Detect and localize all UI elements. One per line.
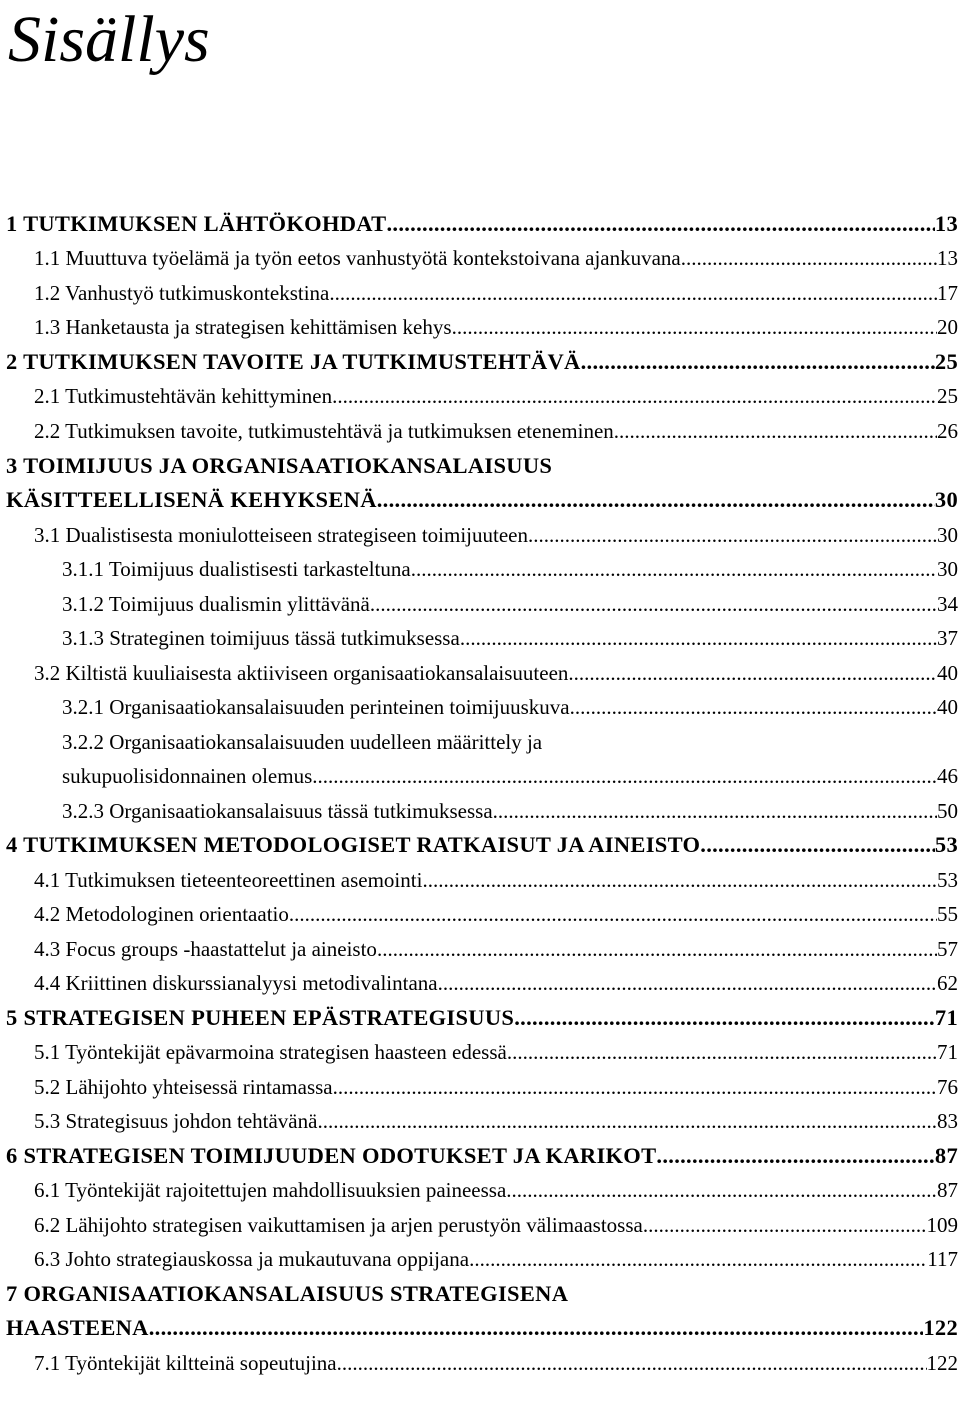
- toc-entry[interactable]: [0, 932, 960, 966]
- toc-entry-title: 3.2.3 Organisaatiokansalaisuus tässä tutkimuksessa: [62, 799, 493, 823]
- toc-entry-title: 3.1.2 Toimijuus dualismin ylittävänä: [62, 592, 370, 616]
- dot-leader: [377, 932, 937, 966]
- dot-leader: [422, 863, 937, 897]
- toc-entry[interactable]: [0, 1035, 960, 1069]
- toc-entry[interactable]: [0, 897, 960, 931]
- dot-leader: [568, 656, 937, 690]
- toc-entry-title: 2 TUTKIMUKSEN TAVOITE JA TUTKIMUSTEHTÄVÄ: [6, 349, 581, 374]
- toc-entry-page: 117: [927, 1247, 958, 1271]
- toc-entry[interactable]: [0, 621, 960, 655]
- toc-entry[interactable]: [0, 1242, 960, 1276]
- dot-leader: [460, 621, 937, 655]
- toc-entry[interactable]: [0, 1173, 960, 1207]
- toc-entry[interactable]: [0, 759, 960, 793]
- toc-entry-title: 1.2 Vanhustyö tutkimuskontekstina: [34, 281, 330, 305]
- toc-entry-title: 5.2 Lähijohto yhteisessä rintamassa: [34, 1075, 333, 1099]
- toc-entry-page: 53: [937, 868, 958, 892]
- toc-entry[interactable]: [0, 828, 960, 862]
- toc-entry-page: 62: [937, 971, 958, 995]
- dot-leader: [528, 518, 937, 552]
- toc-entry-page: 25: [934, 349, 958, 374]
- toc-entry-title: 6.3 Johto strategiauskossa ja mukautuvana oppijana: [34, 1247, 470, 1271]
- toc-entry-page: 13: [937, 246, 958, 270]
- dot-leader: [469, 1242, 927, 1276]
- toc-entry[interactable]: [0, 1139, 960, 1173]
- toc-entry-page: 34: [937, 592, 958, 616]
- dot-leader: [312, 759, 937, 793]
- dot-leader: [506, 1173, 937, 1207]
- dot-leader: [507, 1035, 937, 1069]
- dot-leader: [681, 241, 937, 275]
- toc-entry[interactable]: [0, 379, 960, 413]
- toc-entry[interactable]: [0, 207, 960, 241]
- toc-entry-page: 53: [934, 832, 958, 857]
- toc-entry[interactable]: [0, 276, 960, 310]
- toc-entry-page: 50: [937, 799, 958, 823]
- dot-leader: [317, 1104, 937, 1138]
- toc-entry-title: 2.2 Tutkimuksen tavoite, tutkimustehtävä ja tutkimuksen eteneminen: [34, 419, 614, 443]
- toc-entry-page: 26: [937, 419, 958, 443]
- dot-leader: [452, 310, 937, 344]
- toc-entry[interactable]: [0, 449, 960, 483]
- toc-entry-title: 3.1.3 Strateginen toimijuus tässä tutkimuksessa: [62, 626, 460, 650]
- toc-entry[interactable]: [0, 1311, 960, 1345]
- toc-entry-title: 3.2 Kiltistä kuuliaisesta aktiiviseen organisaatiokansalaisuuteen: [34, 661, 569, 685]
- toc-entry-page: 40: [937, 695, 958, 719]
- toc-entry-page: 87: [937, 1178, 958, 1202]
- dot-leader: [329, 276, 937, 310]
- toc-entry-page: 30: [934, 487, 958, 512]
- toc-entry-title: 3 TOIMIJUUS JA ORGANISAATIOKANSALAISUUS: [6, 453, 553, 478]
- toc-entry-page: 40: [937, 661, 958, 685]
- toc-entry-title: 4.3 Focus groups -haastattelut ja aineisto: [34, 937, 377, 961]
- toc-entry-page: 55: [937, 902, 958, 926]
- dot-leader: [581, 345, 935, 379]
- toc-entry-title: 6.2 Lähijohto strategisen vaikuttamisen ja arjen perustyön välimaastossa: [34, 1213, 643, 1237]
- toc-entry[interactable]: [0, 656, 960, 690]
- toc-entry[interactable]: [0, 345, 960, 379]
- toc-entry[interactable]: [0, 414, 960, 448]
- toc-entry-page: 57: [937, 937, 958, 961]
- toc-entry-page: 109: [926, 1213, 958, 1237]
- toc-entry-title: KÄSITTEELLISENÄ KEHYKSENÄ: [6, 487, 377, 512]
- toc-entry-title: 1.1 Muuttuva työelämä ja työn eetos vanhustyötä kontekstoivana ajankuvana: [34, 246, 681, 270]
- toc-entry[interactable]: [0, 1070, 960, 1104]
- toc-entry[interactable]: [0, 1346, 960, 1380]
- dot-leader: [411, 552, 937, 586]
- toc-entry[interactable]: [0, 863, 960, 897]
- toc-entry-title: 6 STRATEGISEN TOIMIJUUDEN ODOTUKSET JA KARIKOT: [6, 1143, 657, 1168]
- toc-entry-page: 25: [937, 384, 958, 408]
- toc-entry-page: 13: [934, 211, 958, 236]
- toc-entry-page: 17: [937, 281, 958, 305]
- toc-entry-title: 3.2.1 Organisaatiokansalaisuuden perinteinen toimijuuskuva: [62, 695, 570, 719]
- toc-entry-page: 83: [937, 1109, 958, 1133]
- toc-entry-title: 7.1 Työntekijät kiltteinä sopeutujina: [34, 1351, 337, 1375]
- toc-entry-title: 3.1.1 Toimijuus dualistisesti tarkasteltuna: [62, 557, 411, 581]
- toc-entry-title: 7 ORGANISAATIOKANSALAISUUS STRATEGISENA: [6, 1281, 569, 1306]
- dot-leader: [570, 690, 937, 724]
- toc-entry-title: 5.3 Strategisuus johdon tehtävänä: [34, 1109, 318, 1133]
- dot-leader: [656, 1139, 934, 1173]
- toc-entry[interactable]: [0, 966, 960, 1000]
- toc-entry[interactable]: [0, 725, 960, 759]
- toc-entry-title: 2.1 Tutkimustehtävän kehittyminen: [34, 384, 333, 408]
- dot-leader: [149, 1311, 924, 1345]
- toc-entry[interactable]: [0, 518, 960, 552]
- page-title: Sisällys: [8, 3, 210, 76]
- dot-leader: [493, 794, 937, 828]
- toc-entry[interactable]: [0, 1001, 960, 1035]
- toc-entry-page: 122: [923, 1315, 958, 1340]
- toc-entry-title: 5.1 Työntekijät epävarmoina strategisen haasteen edessä: [34, 1040, 507, 1064]
- toc-entry-title: 6.1 Työntekijät rajoitettujen mahdollisuuksien paineessa: [34, 1178, 507, 1202]
- toc-entry-title: 5 STRATEGISEN PUHEEN EPÄSTRATEGISUUS: [6, 1005, 515, 1030]
- toc-entry-title: 1 TUTKIMUKSEN LÄHTÖKOHDAT: [6, 211, 387, 236]
- dot-leader: [700, 828, 935, 862]
- toc-entry-page: 76: [937, 1075, 958, 1099]
- dot-leader: [438, 966, 937, 1000]
- toc-entry-title: 4.2 Metodologinen orientaatio: [34, 902, 289, 926]
- toc-entry[interactable]: [0, 587, 960, 621]
- dot-leader: [370, 587, 937, 621]
- toc-entry-title: sukupuolisidonnainen olemus: [62, 764, 313, 788]
- toc-entry[interactable]: [0, 310, 960, 344]
- dot-leader: [332, 379, 937, 413]
- toc-entry-page: 30: [937, 523, 958, 547]
- toc-entry[interactable]: [0, 1277, 960, 1311]
- dot-leader: [337, 1346, 927, 1380]
- toc-entry[interactable]: [0, 1104, 960, 1138]
- toc-entry-page: 37: [937, 626, 958, 650]
- toc-entry[interactable]: [0, 483, 960, 517]
- toc-entry-page: 30: [937, 557, 958, 581]
- dot-leader: [643, 1208, 927, 1242]
- toc-entry[interactable]: [0, 794, 960, 828]
- dot-leader: [289, 897, 937, 931]
- toc-entry-page: 46: [937, 764, 958, 788]
- toc-entry-page: 122: [926, 1351, 958, 1375]
- toc-entry[interactable]: [0, 690, 960, 724]
- toc-entry[interactable]: [0, 552, 960, 586]
- dot-leader: [333, 1070, 937, 1104]
- dot-leader: [614, 414, 937, 448]
- toc-entry-title: 4.1 Tutkimuksen tieteenteoreettinen asemointi: [34, 868, 423, 892]
- toc-entry-page: 87: [934, 1143, 958, 1168]
- toc-entry-page: 71: [937, 1040, 958, 1064]
- toc-entry-page: 71: [934, 1005, 958, 1030]
- toc-entry-title: HAASTEENA: [6, 1315, 149, 1340]
- toc-entry-page: 20: [937, 315, 958, 339]
- dot-leader: [514, 1001, 935, 1035]
- toc-entry[interactable]: [0, 241, 960, 275]
- toc-entry-title: 3.2.2 Organisaatiokansalaisuuden uudelleen määrittely ja: [62, 730, 543, 754]
- toc-entry-title: 4 TUTKIMUKSEN METODOLOGISET RATKAISUT JA AINEISTO: [6, 832, 701, 857]
- toc-entry-title: 1.3 Hanketausta ja strategisen kehittämisen kehys: [34, 315, 452, 339]
- dot-leader: [377, 483, 935, 517]
- toc-entry-title: 3.1 Dualistisesta moniulotteiseen strategiseen toimijuuteen: [34, 523, 528, 547]
- toc-entry-title: 4.4 Kriittinen diskurssianalyysi metodivalintana: [34, 971, 438, 995]
- dot-leader: [386, 207, 934, 241]
- toc-entry[interactable]: [0, 1208, 960, 1242]
